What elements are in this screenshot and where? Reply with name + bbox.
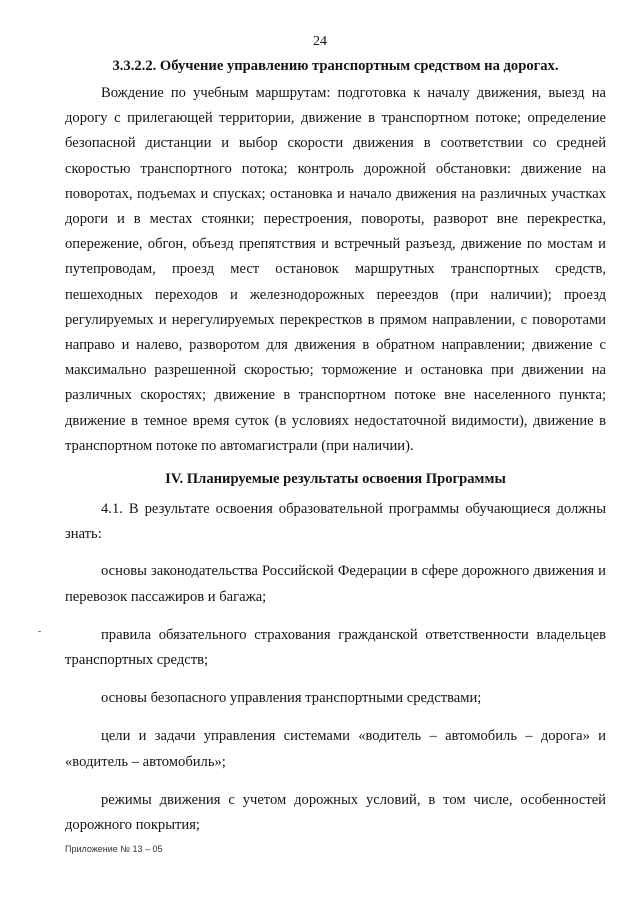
scan-speck [38, 631, 41, 632]
section-332-paragraph: Вождение по учебным маршрутам: подготовка к началу движения, выезд на дорогу с прилегающей территории, движение в транспортном потоке; определение безопасной дистанции и выбор скорости движения в соответствии со средней скоростью транспортного потока; контроль дорожной обстановки: движение на поворотах, подъемах и спусках; остановка и начало движения на различных участках дороги и в местах стоянки; перестроения, повороты, разворот вне перекрестка, опережение, обгон, объезд препятствия и встречный разъезд, движение по мостам и путепроводам, проезд мест остановок маршрутных транспортных средств, пешеходных переходов и железнодорожных переездов (при наличии); проезд регулируемых и нерегулируемых перекрестков в прямом направлении, с поворотами направо и налево, разворотом для движения в обратном направлении; движение с максимально разрешенной скоростью; торможение и остановка при движении на различных скоростях; движение в транспортном потоке вне населенного пункта; движение в темное время суток (в условиях недостаточной видимости), движение в транспортном потоке по автомагистрали (при наличии). [65, 85, 606, 454]
document-body [65, 58, 606, 851]
section-4-heading: IV. Планируемые результаты освоения Программы [165, 471, 506, 488]
section-4-intro: 4.1. В результате освоения образовательной программы обучающиеся должны знать: [65, 501, 606, 543]
list-item: основы безопасного управления транспортными средствами; [101, 690, 482, 707]
list-item: правила обязательного страхования гражданской ответственности владельцев транспортных средств; [65, 626, 606, 669]
list-item: основы законодательства Российской Федерации в сфере дорожного движения и перевозок пассажиров и багажа; [65, 563, 606, 605]
list-item: режимы движения с учетом дорожных условий, в том числе, особенностей дорожного покрытия; [65, 791, 606, 834]
footer-note: Приложение № 13 – 05 [65, 844, 163, 854]
page-number: 24 [313, 34, 327, 49]
section-332-heading: 3.3.2.2. Обучение управлению транспортным средством на дорогах. [112, 58, 559, 74]
list-item: цели и задачи управления системами «водитель – автомобиль – дорога» и «водитель – автомобиль»; [65, 728, 606, 770]
